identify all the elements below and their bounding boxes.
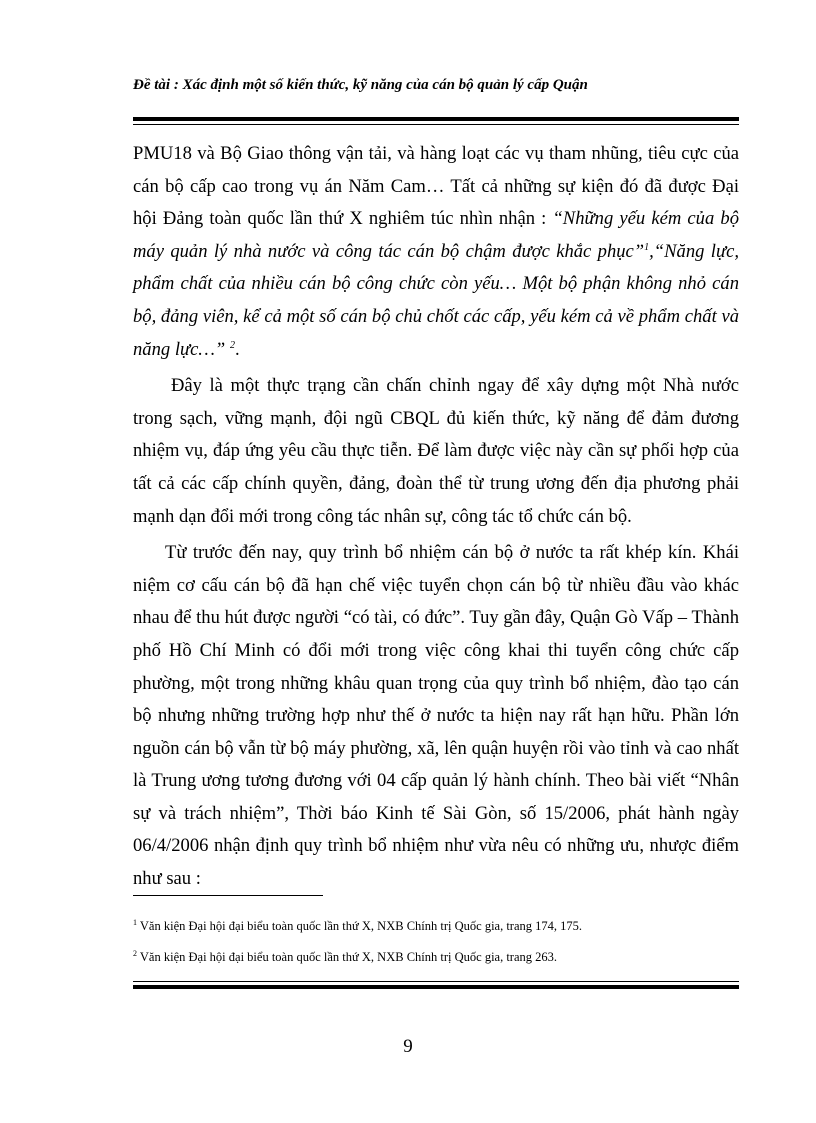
footnote-2-text: Văn kiện Đại hội đại biểu toàn quốc lần thứ X, NXB Chính trị Quốc gia, trang 263.	[139, 950, 558, 964]
paragraph-1	[133, 138, 739, 366]
footnote-separator	[133, 895, 323, 896]
header-rule-thin	[133, 124, 739, 125]
quote-2: ,“Năng lực, phẩm chất của nhiều cán bộ công chức còn yếu… Một bộ phận không nhỏ cán bộ, đảng viên, kể cả một số cán bộ chủ chốt các cấp, yếu kém cả về phẩm chất và năng lực…”	[133, 240, 739, 360]
paragraph-1-text: PMU18 và Bộ Giao thông vận tải, và hàng loạt các vụ tham nhũng, tiêu cực của cán bộ cấp cao trong vụ án Năm Cam… Tất cả những sự kiện đó đã được Đại hội Đảng toàn quốc lần thứ X nghiêm túc nhìn nhận :	[133, 143, 739, 230]
footer-rule-thick	[133, 985, 739, 989]
header-rule-thick	[133, 117, 739, 121]
footnote-1	[133, 918, 739, 934]
footnote-1-text: Văn kiện Đại hội đại biểu toàn quốc lần thứ X, NXB Chính trị Quốc gia, trang 174, 175.	[139, 919, 583, 933]
page-number: 9	[403, 1036, 413, 1057]
paragraph-3: Từ trước đến nay, quy trình bổ nhiệm cán bộ ở nước ta rất khép kín. Khái niệm cơ cấu cán bộ đã hạn chế việc tuyển chọn cán bộ từ nhiều đầu vào khác nhau để thu hút được người “có tài, có đức”. Tuy gần đây, Quận Gò Vấp – Thành phố Hồ Chí Minh có đổi mới trong việc công khai thi tuyển công chức cấp phường, một trong những khâu quan trọng của quy trình bổ nhiệm, đào tạo cán bộ nhưng những trường hợp như thế ở nước ta hiện nay rất hạn hữu. Phần lớn nguồn cán bộ vẫn từ bộ máy phường, xã, lên quận huyện rồi vào tỉnh và cao nhất là Trung ương tương đương với 04 cấp quản lý hành chính. Theo bài viết “Nhân sự và trách nhiệm”, Thời báo Kinh tế Sài Gòn, số 15/2006, phát hành ngày 06/4/2006 nhận định quy trình bổ nhiệm như vừa nêu có những ưu, nhược điểm như sau :	[133, 542, 739, 890]
document-header-title: Đề tài : Xác định một số kiến thức, kỹ năng của cán bộ quản lý cấp Quận	[133, 77, 588, 93]
footnote-2	[133, 949, 739, 965]
footer-rule-thin	[133, 981, 739, 982]
footnote-1-ref: 1	[133, 917, 137, 927]
footnote-ref-2: 2	[229, 339, 235, 351]
body-text	[133, 138, 739, 900]
paragraph-2: Đây là một thực trạng cần chấn chỉnh ngay để xây dựng một Nhà nước trong sạch, vững mạnh, đội ngũ CBQL đủ kiến thức, kỹ năng để đảm đương nhiệm vụ, đáp ứng yêu cầu thực tiễn. Để làm được việc này cần sự phối hợp của tất cả các cấp chính quyền, đảng, đoàn thể từ trung ương đến địa phương phải mạnh dạn đổi mới trong công tác nhân sự, công tác tổ chức cán bộ.	[133, 375, 739, 527]
quote-1: “Những yếu kém của bộ máy quản lý nhà nước và công tác cán bộ chậm được khắc phục”	[133, 208, 739, 262]
footnote-2-ref: 2	[133, 948, 137, 958]
footnote-ref-1: 1	[644, 241, 650, 253]
paragraph-1-end: .	[234, 338, 240, 360]
